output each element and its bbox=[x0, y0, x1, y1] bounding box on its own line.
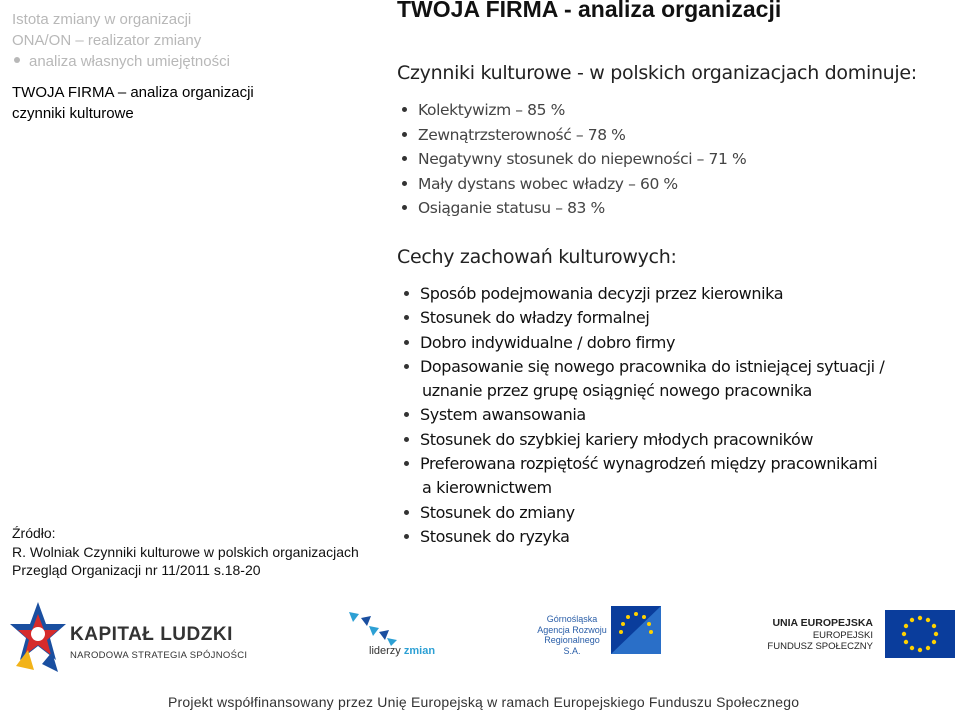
bullet-icon bbox=[404, 461, 409, 466]
bullet-icon bbox=[402, 181, 407, 186]
source-citation: R. Wolniak Czynniki kulturowe w polskich organizacjach bbox=[12, 544, 359, 560]
bullet-icon bbox=[404, 291, 409, 296]
bullet-icon bbox=[402, 205, 407, 210]
list-item: Dobro indywidualne / dobro firmy bbox=[420, 331, 884, 355]
list-item: Stosunek do szybkiej kariery młodych pracowników bbox=[420, 428, 884, 452]
features-list bbox=[420, 282, 884, 549]
garr-flag-icon bbox=[611, 606, 661, 654]
source-publication: Przegląd Organizacji nr 11/2011 s.18-20 bbox=[12, 562, 261, 578]
list-item: Dopasowanie się nowego pracownika do istniejącej sytuacji / bbox=[420, 355, 884, 379]
footer-logos bbox=[0, 590, 960, 717]
bullet-icon bbox=[404, 315, 409, 320]
page-title: TWOJA FIRMA - analiza organizacji bbox=[397, 0, 782, 22]
liderzy-zmian-logo-icon bbox=[345, 604, 405, 648]
nav-item-label: analiza własnych umiejętności bbox=[29, 53, 230, 70]
bullet-icon bbox=[404, 364, 409, 369]
factors-heading: Czynniki kulturowe - w polskich organizacjach dominuje: bbox=[397, 62, 917, 84]
bullet-icon bbox=[14, 57, 20, 63]
sidebar bbox=[0, 0, 390, 590]
nav-item-istota-zmiany[interactable]: Istota zmiany w organizacji bbox=[12, 11, 192, 28]
list-item-continuation: uznanie przez grupę osiągnięć nowego pracownika bbox=[422, 381, 812, 401]
list-item: Negatywny stosunek do niepewności – 71 % bbox=[418, 147, 746, 172]
list-item: Stosunek do ryzyka bbox=[420, 525, 884, 549]
nav-item-realizator-zmiany[interactable]: ONA/ON – realizator zmiany bbox=[12, 32, 202, 49]
bullet-icon bbox=[404, 437, 409, 442]
list-item: System awansowania bbox=[420, 403, 884, 427]
current-section-title: TWOJA FIRMA – analiza organizacji bbox=[12, 84, 254, 101]
list-item: Stosunek do zmiany bbox=[420, 501, 884, 525]
bullet-icon bbox=[404, 510, 409, 515]
kapital-ludzki-logo-icon bbox=[8, 600, 66, 680]
bullet-icon bbox=[402, 156, 407, 161]
liderzy-zmian-logo bbox=[345, 604, 445, 664]
garr-logo bbox=[516, 606, 646, 662]
project-cofinancing-note: Projekt współfinansowany przez Unię Europejską w ramach Europejskiego Funduszu Społecznego bbox=[168, 694, 800, 710]
current-section-subtitle: czynniki kulturowe bbox=[12, 105, 134, 122]
liderzy-zmian-text: liderzy zmian bbox=[369, 645, 436, 657]
bullet-icon bbox=[404, 412, 409, 417]
list-item-continuation: a kierownictwem bbox=[422, 478, 552, 498]
nav-item-analiza-umiejetnosci[interactable] bbox=[14, 53, 230, 70]
bullet-icon bbox=[404, 534, 409, 539]
list-item: Mały dystans wobec władzy – 60 % bbox=[418, 172, 746, 197]
list-item: Osiąganie statusu – 83 % bbox=[418, 196, 746, 221]
source-label: Źródło: bbox=[12, 525, 56, 541]
eu-flag-icon bbox=[885, 610, 955, 658]
bullet-icon bbox=[404, 340, 409, 345]
list-item: Preferowana rozpiętość wynagrodzeń między pracownikami bbox=[420, 452, 884, 476]
list-item: Kolektywizm – 85 % bbox=[418, 98, 746, 123]
list-item: Zewnątrzsterowność – 78 % bbox=[418, 123, 746, 148]
kapital-ludzki-title: KAPITAŁ LUDZKI bbox=[70, 624, 233, 645]
list-item: Stosunek do władzy formalnej bbox=[420, 306, 884, 330]
kapital-ludzki-logo bbox=[8, 600, 338, 672]
bullet-icon bbox=[402, 107, 407, 112]
eu-text: UNIA EUROPEJSKA EUROPEJSKI FUNDUSZ SPOŁECZNY bbox=[767, 617, 873, 652]
list-item: Sposób podejmowania decyzji przez kierownika bbox=[420, 282, 884, 306]
factors-list bbox=[418, 98, 746, 221]
kapital-ludzki-subtitle: NARODOWA STRATEGIA SPÓJNOŚCI bbox=[70, 650, 248, 661]
eu-logo bbox=[767, 608, 955, 668]
features-heading: Cechy zachowań kulturowych: bbox=[397, 246, 677, 268]
garr-text: Górnośląska Agencja Rozwoju Regionalnego S.A. bbox=[537, 614, 607, 656]
bullet-icon bbox=[402, 132, 407, 137]
